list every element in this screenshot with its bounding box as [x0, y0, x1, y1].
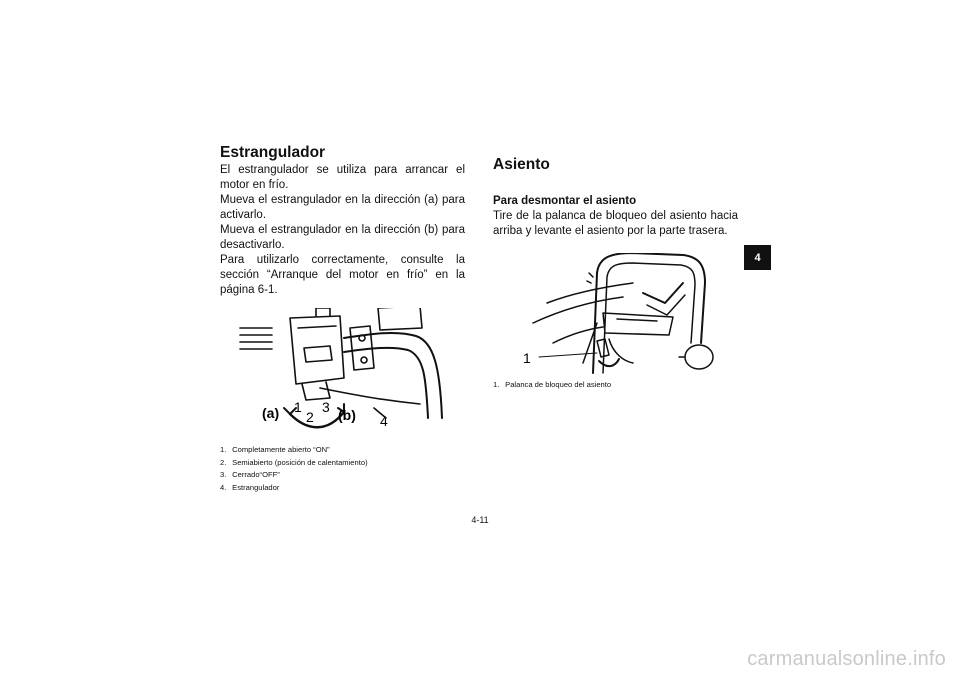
- choke-paragraph-3: Mueva el estrangulador en la dirección (b) para desactivarlo.: [220, 224, 465, 251]
- label-4: 4: [380, 413, 388, 429]
- choke-section: [220, 143, 465, 494]
- seat-section: [493, 143, 738, 392]
- watermark: carmanualsonline.info: [747, 648, 946, 670]
- seat-subtitle: Para desmontar el asiento: [493, 195, 637, 207]
- label-1: 1: [294, 399, 302, 415]
- seat-paragraph: Tire de la palanca de bloqueo del asiento hacia arriba y levante el asiento por la parte trasera.: [493, 210, 738, 237]
- knob: [685, 345, 713, 369]
- label-2: 2: [306, 409, 314, 425]
- caption-item: 2. Semiabierto (posición de calentamiento): [220, 457, 368, 467]
- choke-lever: [302, 382, 330, 400]
- choke-illustration: [220, 308, 465, 436]
- choke-title: Estrangulador: [220, 144, 326, 161]
- choke-paragraph-4: Para utilizarlo correctamente, consulte la sección “Arranque del motor en frío” en la página 6-1.: [220, 254, 465, 296]
- choke-figure: [220, 308, 465, 436]
- seat-title: Asiento: [493, 156, 550, 173]
- caption-item: 3. Cerrado“OFF”: [220, 470, 280, 479]
- label-b: (b): [338, 407, 356, 423]
- label-3: 3: [322, 399, 330, 415]
- label-1: 1: [523, 350, 531, 366]
- choke-caption-list: [220, 444, 465, 494]
- page-number: 4-11: [471, 515, 489, 525]
- choke-paragraph-2: Mueva el estrangulador en la dirección (a) para activarlo.: [220, 194, 465, 221]
- seat-illustration: [493, 253, 723, 375]
- seat-figure: [493, 253, 738, 375]
- pull-arrow: [599, 359, 619, 366]
- tail-light: [643, 283, 683, 303]
- seat-caption-list: [493, 379, 738, 392]
- chapter-tab: 4: [744, 245, 771, 270]
- caption-item: 1. Completamente abierto “ON”: [220, 445, 330, 454]
- caption-item: 4. Estrangulador: [220, 482, 280, 492]
- seat-lock-lever: [597, 339, 609, 357]
- caption-item: 1. Palanca de bloqueo del asiento: [493, 380, 612, 389]
- cable: [320, 388, 420, 404]
- label-a: (a): [262, 405, 280, 421]
- choke-paragraph-1: El estrangulador se utiliza para arrancar el motor en frío.: [220, 164, 465, 191]
